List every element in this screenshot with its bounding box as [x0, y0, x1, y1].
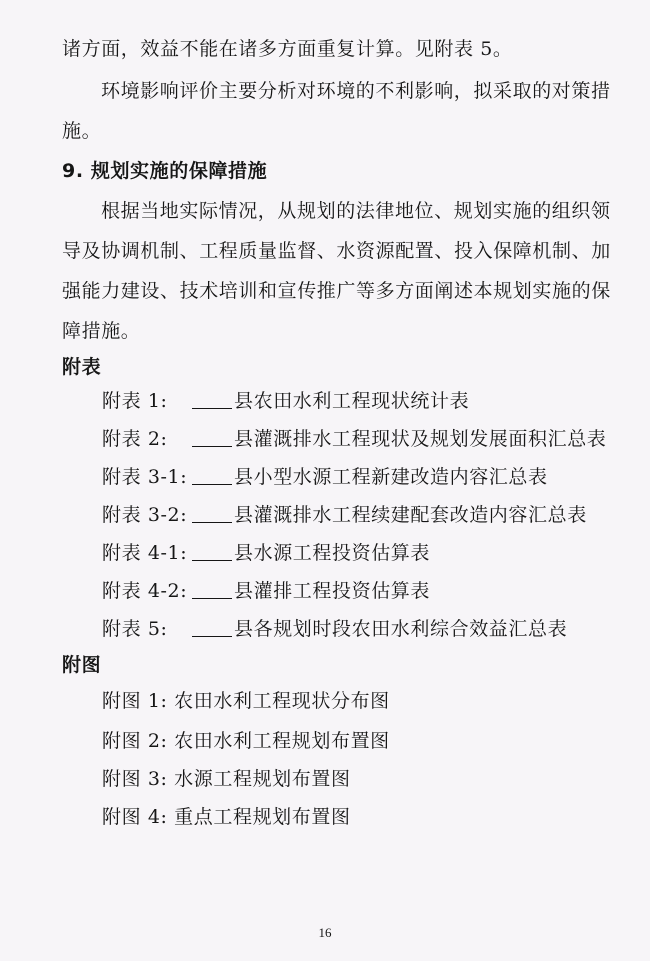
appendix-table-title: 县农田水利工程现状统计表 — [234, 390, 470, 412]
appendix-table-label: 附表 3-1: — [102, 466, 188, 488]
appendix-figure-item: 附图 4: 重点工程规划布置图 — [102, 806, 351, 828]
body-line-2: 环境影响评价主要分析对环境的不利影响，拟采取的对策措 — [101, 80, 611, 102]
appendix-figure-item: 附图 2: 农田水利工程规划布置图 — [102, 730, 390, 752]
appendix-table-item — [102, 464, 548, 490]
blank-underline — [192, 542, 232, 561]
page-number: 16 — [318, 925, 332, 940]
appendix-figure-item: 附图 3: 水源工程规划布置图 — [102, 768, 351, 790]
appendix-table-title: 县各规划时段农田水利综合效益汇总表 — [234, 618, 568, 640]
appendix-table-item — [102, 502, 587, 528]
blank-underline — [192, 618, 232, 637]
appendix-table-label: 附表 3-2: — [102, 504, 188, 526]
appendix-table-title: 县水源工程投资估算表 — [234, 542, 431, 564]
appendix-table-label: 附表 2: — [102, 428, 168, 450]
appendix-table-item — [102, 388, 469, 414]
body-line-3: 施。 — [62, 120, 102, 142]
appendix-tables-heading: 附表 — [62, 356, 102, 378]
appendix-table-title: 县灌溉排水工程续建配套改造内容汇总表 — [234, 504, 587, 526]
appendix-table-label: 附表 1: — [102, 390, 168, 412]
blank-underline — [192, 390, 232, 409]
appendix-table-item — [102, 578, 430, 604]
appendix-table-label: 附表 5: — [102, 618, 168, 640]
appendix-figure-item: 附图 1: 农田水利工程现状分布图 — [102, 690, 390, 712]
section-9-line-4: 障措施。 — [62, 320, 141, 342]
appendix-table-title: 县灌溉排水工程现状及规划发展面积汇总表 — [234, 428, 607, 450]
appendix-table-item — [102, 426, 606, 452]
section-9-line-3: 强能力建设、技术培训和宣传推广等多方面阐述本规划实施的保 — [62, 280, 611, 302]
section-9-line-2: 导及协调机制、工程质量监督、水资源配置、投入保障机制、加 — [62, 240, 611, 262]
blank-underline — [192, 580, 232, 599]
blank-underline — [192, 428, 232, 447]
blank-underline — [192, 504, 232, 523]
blank-underline — [192, 466, 232, 485]
appendix-table-title: 县小型水源工程新建改造内容汇总表 — [234, 466, 548, 488]
appendix-table-item — [102, 540, 430, 566]
appendix-table-item — [102, 616, 567, 642]
section-9-heading: 9. 规划实施的保障措施 — [62, 160, 268, 182]
section-9-line-1: 根据当地实际情况，从规划的法律地位、规划实施的组织领 — [101, 200, 611, 222]
appendix-table-title: 县灌排工程投资估算表 — [234, 580, 431, 602]
body-line-1: 诸方面，效益不能在诸多方面重复计算。见附表 5。 — [62, 38, 513, 60]
appendix-figures-heading: 附图 — [62, 654, 102, 676]
appendix-table-label: 附表 4-1: — [102, 542, 188, 564]
appendix-table-label: 附表 4-2: — [102, 580, 188, 602]
